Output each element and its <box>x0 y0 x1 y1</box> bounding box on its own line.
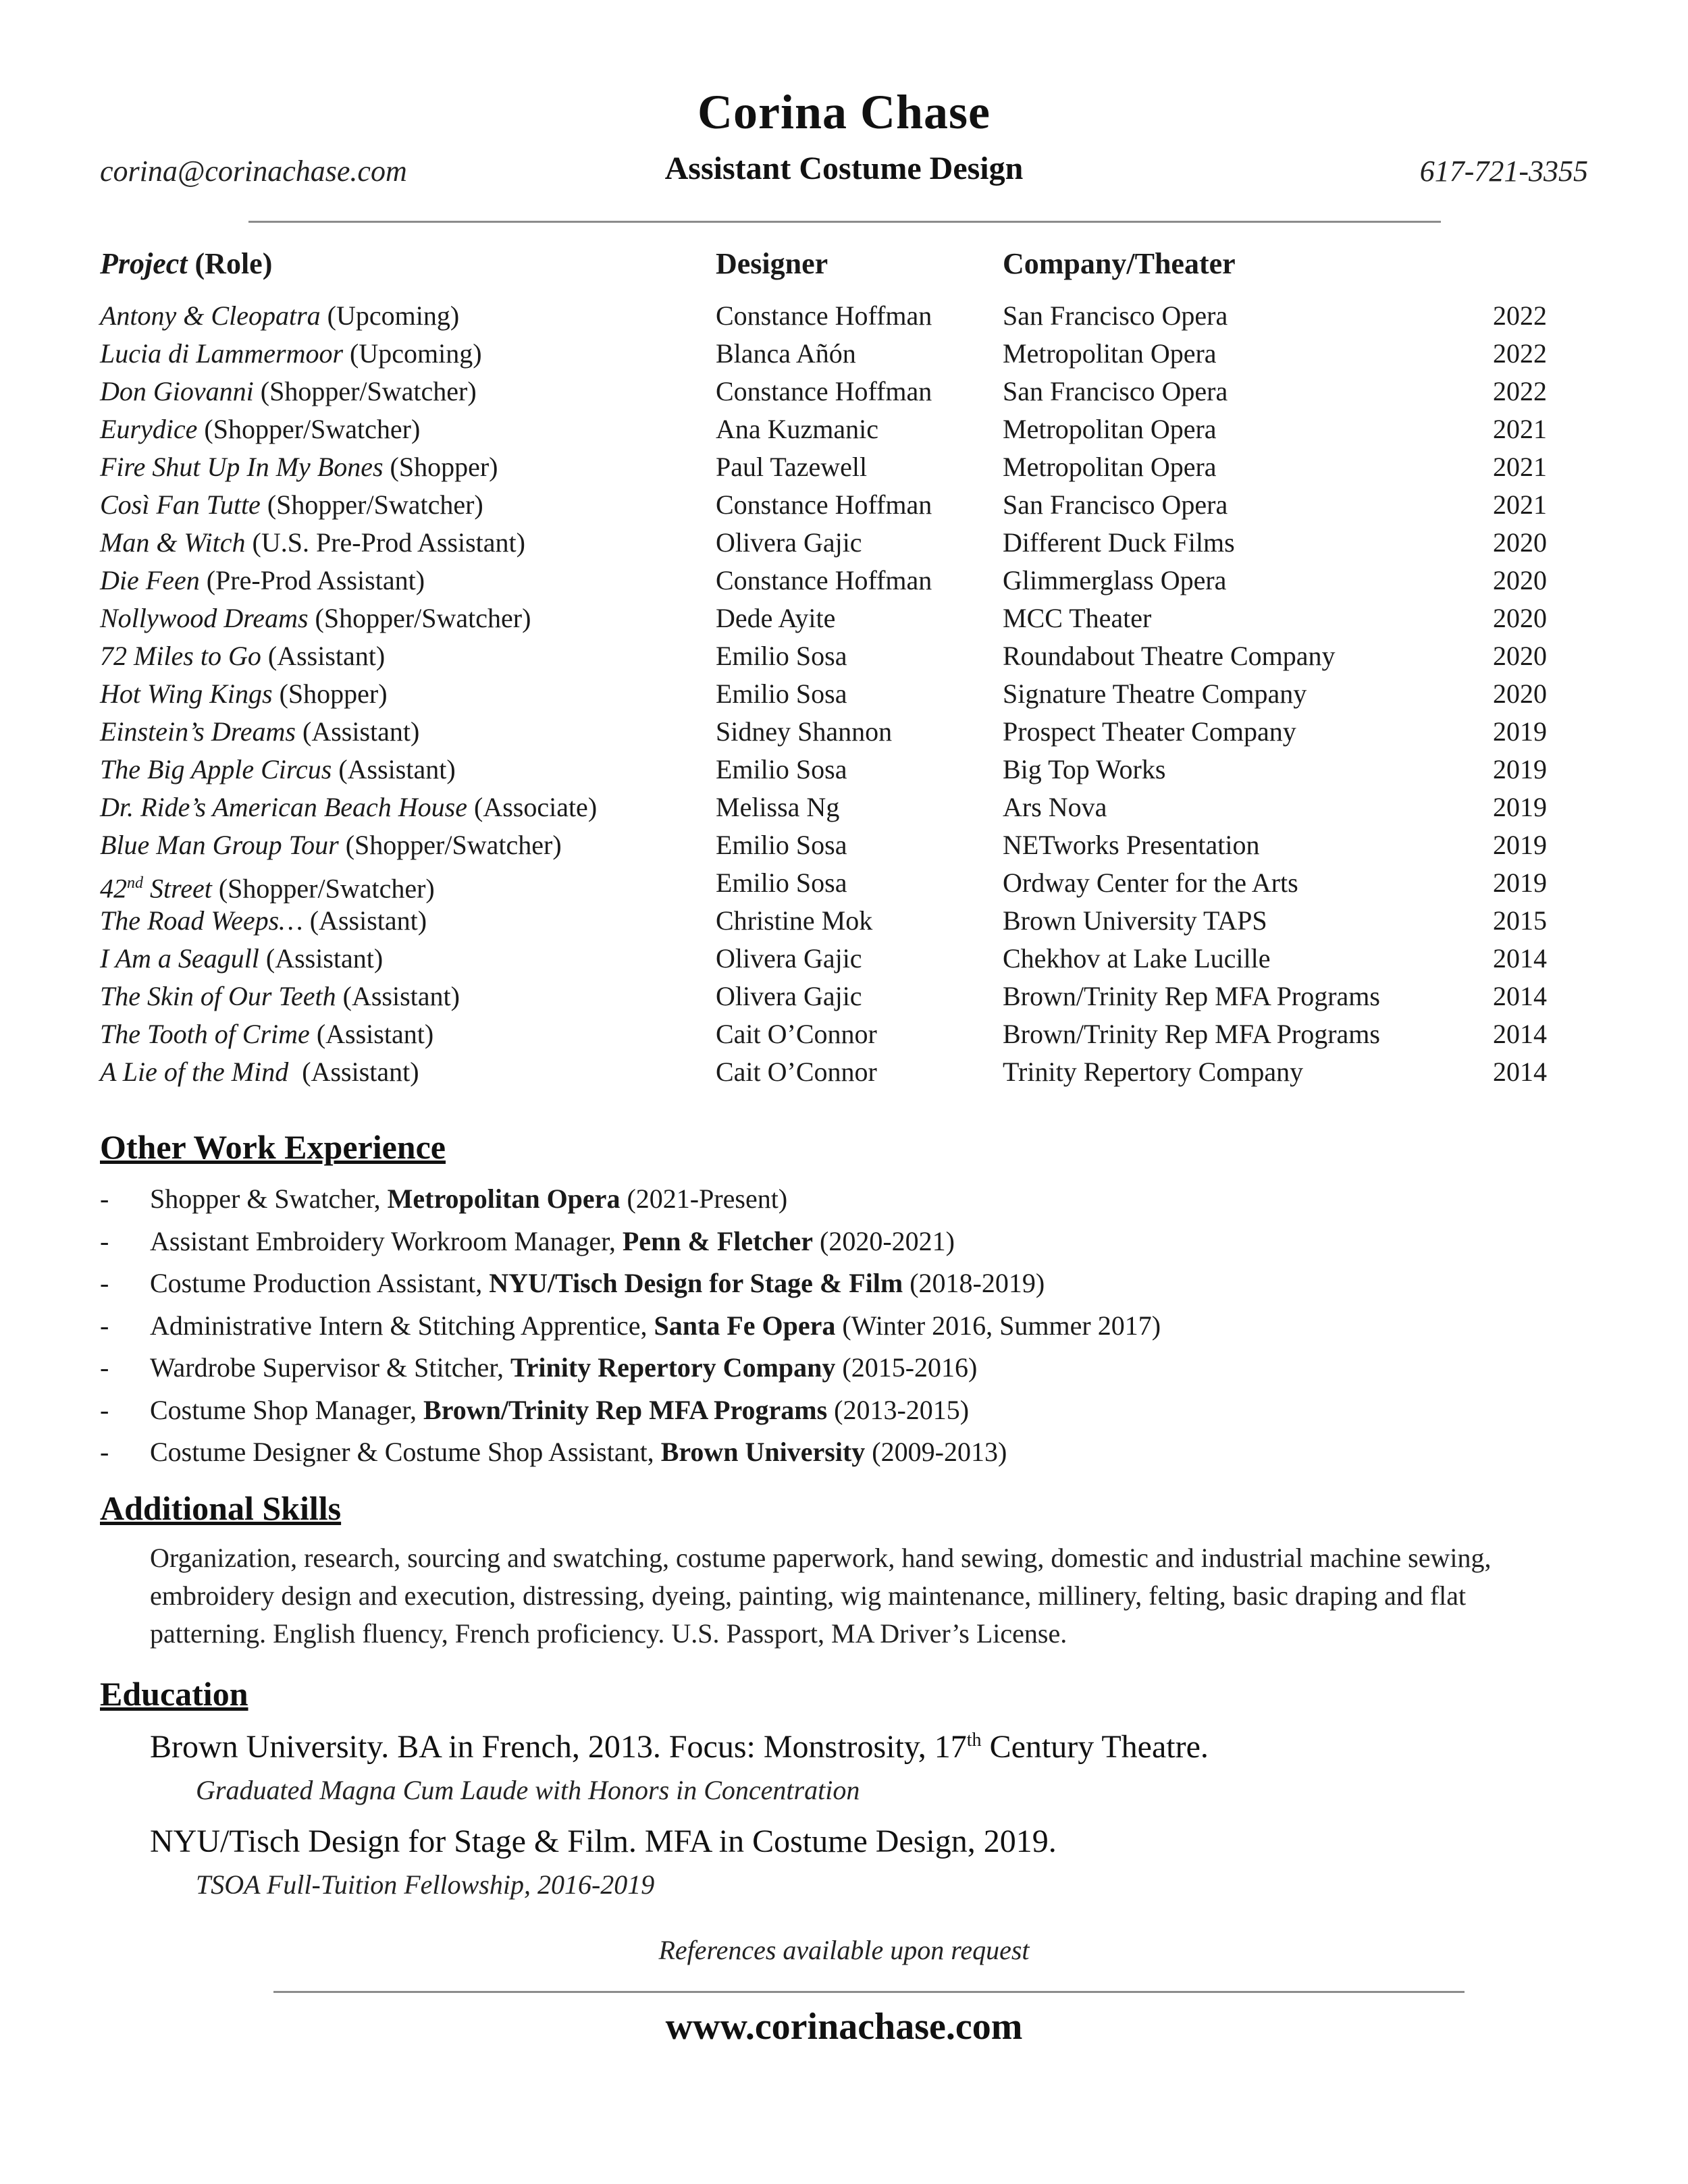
work-organization: Penn & Fletcher <box>622 1225 814 1256</box>
table-row <box>100 940 1585 978</box>
project-cell <box>100 940 383 978</box>
project-title: The Skin of Our Teeth <box>100 981 336 1011</box>
resume-subtitle: Assistant Costume Design <box>664 151 1024 186</box>
designer-cell: Constance Hoffman <box>716 565 932 595</box>
designer-cell: Emilio Sosa <box>716 678 847 709</box>
project-cell <box>100 335 482 373</box>
work-entry <box>150 1389 969 1431</box>
year-cell: 2019 <box>1493 868 1547 898</box>
project-cell <box>100 486 483 524</box>
work-dates: (2013-2015) <box>827 1394 970 1425</box>
project-cell <box>100 410 420 448</box>
year-cell: 2020 <box>1493 565 1547 595</box>
resume-name: Corina Chase <box>697 85 991 139</box>
project-title: The Tooth of Crime <box>100 1019 310 1049</box>
project-role: (Associate) <box>467 792 598 822</box>
project-role: (Shopper/Swatcher) <box>338 830 562 860</box>
year-cell: 2019 <box>1493 830 1547 860</box>
project-role: (Assistant) <box>302 905 427 936</box>
bullet-dash: - <box>100 1394 109 1425</box>
skills-heading: Additional Skills <box>100 1489 342 1527</box>
table-row <box>100 713 1585 751</box>
footer-divider <box>273 1991 1465 1993</box>
year-cell: 2021 <box>1493 414 1547 444</box>
bullet-dash: - <box>100 1225 109 1256</box>
company-cell: Metropolitan Opera <box>1003 338 1217 369</box>
designer-cell: Sidney Shannon <box>716 716 893 747</box>
project-title: Die Feen <box>100 565 200 595</box>
project-cell <box>100 448 498 486</box>
project-role: (Shopper) <box>383 452 498 482</box>
table-row <box>100 675 1585 713</box>
project-title: Don Giovanni <box>100 376 254 406</box>
work-entry <box>150 1347 977 1389</box>
designer-cell: Christine Mok <box>716 905 873 936</box>
project-role: (Assistant) <box>309 1019 434 1049</box>
work-entry <box>150 1431 1007 1473</box>
other-work-heading: Other Work Experience <box>100 1128 446 1166</box>
list-item <box>100 1221 1585 1263</box>
company-cell: Brown/Trinity Rep MFA Programs <box>1003 981 1380 1011</box>
designer-cell: Blanca Añón <box>716 338 856 369</box>
table-row <box>100 524 1585 562</box>
project-cell <box>100 751 456 789</box>
work-dates: (2018-2019) <box>903 1268 1045 1298</box>
year-cell: 2021 <box>1493 489 1547 520</box>
table-row <box>100 826 1585 864</box>
company-cell: Brown University TAPS <box>1003 905 1267 936</box>
designer-cell: Emilio Sosa <box>716 641 847 671</box>
table-row <box>100 562 1585 600</box>
table-row <box>100 864 1585 902</box>
header-role: (Role) <box>194 247 273 280</box>
bullet-dash: - <box>100 1352 109 1383</box>
year-cell: 2014 <box>1493 943 1547 974</box>
company-cell: Brown/Trinity Rep MFA Programs <box>1003 1019 1380 1049</box>
project-title: Nollywood Dreams <box>100 603 309 633</box>
project-cell <box>100 373 477 410</box>
project-cell <box>100 1053 419 1091</box>
project-role: (Pre-Prod Assistant) <box>199 565 425 595</box>
year-cell: 2019 <box>1493 792 1547 822</box>
bullet-dash: - <box>100 1310 109 1341</box>
list-item <box>100 1347 1585 1389</box>
project-cell <box>100 637 385 675</box>
project-cell <box>100 1015 433 1053</box>
project-cell <box>100 297 459 335</box>
project-role: (Upcoming) <box>320 300 460 331</box>
work-dates: (Winter 2016, Summer 2017) <box>835 1310 1161 1341</box>
work-role: Shopper & Swatcher, <box>150 1183 388 1214</box>
project-role: (U.S. Pre-Prod Assistant) <box>245 527 525 558</box>
education-brown-honor: Graduated Magna Cum Laude with Honors in Concentration <box>196 1775 860 1805</box>
table-row <box>100 978 1585 1015</box>
project-title-sup: nd <box>127 874 143 892</box>
work-role: Costume Designer & Costume Shop Assistant, <box>150 1437 661 1467</box>
project-role: (Assistant) <box>336 981 460 1011</box>
designer-cell: Dede Ayite <box>716 603 836 633</box>
project-cell <box>100 789 597 826</box>
company-cell: Metropolitan Opera <box>1003 452 1217 482</box>
project-cell <box>100 524 525 562</box>
project-cell <box>100 562 425 600</box>
education-brown-sup: th <box>966 1730 982 1751</box>
project-title: Einstein’s Dreams <box>100 716 296 747</box>
company-cell: Glimmerglass Opera <box>1003 565 1227 595</box>
designer-cell: Cait O’Connor <box>716 1057 877 1087</box>
work-role: Wardrobe Supervisor & Stitcher, <box>150 1352 510 1383</box>
year-cell: 2022 <box>1493 338 1547 369</box>
project-role: (Shopper/Swatcher) <box>197 414 421 444</box>
work-role: Costume Production Assistant, <box>150 1268 490 1298</box>
project-title: I Am a Seagull <box>100 943 259 974</box>
work-role: Assistant Embroidery Workroom Manager, <box>150 1225 623 1256</box>
company-cell: San Francisco Opera <box>1003 300 1228 331</box>
project-role: (Shopper) <box>272 678 388 709</box>
project-title: Hot Wing Kings <box>100 678 273 709</box>
year-cell: 2020 <box>1493 527 1547 558</box>
project-role: (Assistant) <box>259 943 384 974</box>
table-row <box>100 1053 1585 1091</box>
designer-cell: Olivera Gajic <box>716 981 862 1011</box>
company-cell: Chekhov at Lake Lucille <box>1003 943 1271 974</box>
credits-table-header <box>100 246 1585 287</box>
designer-cell: Ana Kuzmanic <box>716 414 879 444</box>
list-item <box>100 1178 1585 1221</box>
education-nyu-honor: TSOA Full-Tuition Fellowship, 2016-2019 <box>196 1869 655 1900</box>
project-cell <box>100 864 435 907</box>
work-dates: (2020-2021) <box>813 1225 955 1256</box>
year-cell: 2020 <box>1493 641 1547 671</box>
credits-table <box>100 297 1585 1091</box>
year-cell: 2014 <box>1493 1019 1547 1049</box>
project-cell <box>100 675 388 713</box>
table-row <box>100 1015 1585 1053</box>
project-title-rest: Street <box>143 873 212 904</box>
work-entry <box>150 1262 1045 1304</box>
project-cell <box>100 600 531 637</box>
table-row <box>100 600 1585 637</box>
company-cell: Roundabout Theatre Company <box>1003 641 1336 671</box>
project-role: (Assistant) <box>296 716 420 747</box>
work-organization: NYU/Tisch Design for Stage & Film <box>489 1268 903 1298</box>
work-dates: (2021-Present) <box>620 1183 788 1214</box>
project-role: (Shopper/Swatcher) <box>253 376 477 406</box>
table-row <box>100 789 1585 826</box>
work-organization: Brown University <box>660 1437 866 1467</box>
project-title: Blue Man Group Tour <box>100 830 339 860</box>
designer-cell: Constance Hoffman <box>716 300 932 331</box>
work-role: Administrative Intern & Stitching Apprentice, <box>150 1310 654 1341</box>
company-cell: Different Duck Films <box>1003 527 1235 558</box>
designer-cell: Constance Hoffman <box>716 489 932 520</box>
year-cell: 2021 <box>1493 452 1547 482</box>
year-cell: 2020 <box>1493 678 1547 709</box>
company-cell: Trinity Repertory Company <box>1003 1057 1304 1087</box>
designer-cell: Melissa Ng <box>716 792 840 822</box>
project-title: Man & Witch <box>100 527 246 558</box>
company-cell: MCC Theater <box>1003 603 1152 633</box>
designer-cell: Cait O’Connor <box>716 1019 877 1049</box>
table-row <box>100 637 1585 675</box>
project-role: (Assistant) <box>261 641 386 671</box>
project-role: (Upcoming) <box>343 338 482 369</box>
table-row <box>100 902 1585 940</box>
education-brown-post: Century Theatre. <box>981 1729 1209 1765</box>
company-cell: Ars Nova <box>1003 792 1107 822</box>
year-cell: 2022 <box>1493 376 1547 406</box>
work-entry <box>150 1305 1161 1347</box>
work-organization: Trinity Repertory Company <box>510 1352 836 1383</box>
table-row <box>100 486 1585 524</box>
company-cell: San Francisco Opera <box>1003 489 1228 520</box>
designer-cell: Emilio Sosa <box>716 754 847 784</box>
table-row <box>100 448 1585 486</box>
year-cell: 2014 <box>1493 981 1547 1011</box>
company-cell: Ordway Center for the Arts <box>1003 868 1298 898</box>
project-cell <box>100 978 460 1015</box>
project-title: The Big Apple Circus <box>100 754 332 784</box>
work-organization: Metropolitan Opera <box>387 1183 621 1214</box>
company-cell: San Francisco Opera <box>1003 376 1228 406</box>
project-title: Dr. Ride’s American Beach House <box>100 792 467 822</box>
designer-cell: Olivera Gajic <box>716 527 862 558</box>
contact-email[interactable]: corina@corinachase.com <box>100 155 407 188</box>
project-title: Lucia di Lammermoor <box>100 338 344 369</box>
company-cell: NETworks Presentation <box>1003 830 1260 860</box>
project-cell <box>100 902 427 940</box>
year-cell: 2019 <box>1493 754 1547 784</box>
table-row <box>100 335 1585 373</box>
company-cell: Prospect Theater Company <box>1003 716 1296 747</box>
project-cell <box>100 826 562 864</box>
other-work-list <box>100 1178 1585 1474</box>
company-cell: Signature Theatre Company <box>1003 678 1307 709</box>
header-project-role <box>100 246 272 281</box>
project-title: 42 <box>100 873 127 904</box>
list-item <box>100 1305 1585 1348</box>
list-item <box>100 1262 1585 1305</box>
project-title: Così Fan Tutte <box>100 489 261 520</box>
work-organization: Santa Fe Opera <box>654 1310 836 1341</box>
header-company: Company/Theater <box>1003 247 1236 280</box>
project-title: Fire Shut Up In My Bones <box>100 452 384 482</box>
designer-cell: Paul Tazewell <box>716 452 868 482</box>
header-project: Project <box>100 247 188 280</box>
bullet-dash: - <box>100 1268 109 1298</box>
designer-cell: Constance Hoffman <box>716 376 932 406</box>
project-title: 72 Miles to Go <box>100 641 261 671</box>
project-title: A Lie of the Mind <box>100 1057 289 1087</box>
company-cell: Big Top Works <box>1003 754 1166 784</box>
year-cell: 2015 <box>1493 905 1547 936</box>
table-row <box>100 297 1585 335</box>
bullet-dash: - <box>100 1437 109 1467</box>
work-role: Costume Shop Manager, <box>150 1394 424 1425</box>
bullet-dash: - <box>100 1183 109 1214</box>
education-brown <box>150 1728 1209 1765</box>
list-item <box>100 1431 1585 1474</box>
work-entry <box>150 1178 787 1220</box>
project-role: (Assistant) <box>332 754 456 784</box>
company-cell: Metropolitan Opera <box>1003 414 1217 444</box>
project-cell <box>100 713 419 751</box>
table-row <box>100 751 1585 789</box>
year-cell: 2020 <box>1493 603 1547 633</box>
project-title: The Road Weeps… <box>100 905 303 936</box>
work-dates: (2009-2013) <box>865 1437 1007 1467</box>
website-link[interactable]: www.corinachase.com <box>665 2006 1023 2048</box>
year-cell: 2014 <box>1493 1057 1547 1087</box>
work-organization: Brown/Trinity Rep MFA Programs <box>423 1394 828 1425</box>
list-item <box>100 1389 1585 1432</box>
header-divider <box>248 221 1441 223</box>
education-nyu: NYU/Tisch Design for Stage & Film. MFA in Costume Design, 2019. <box>150 1823 1057 1859</box>
project-role: (Shopper/Swatcher) <box>211 873 435 904</box>
project-title: Eurydice <box>100 414 198 444</box>
table-row <box>100 373 1585 410</box>
education-heading: Education <box>100 1675 248 1713</box>
project-role: (Assistant) <box>288 1057 419 1087</box>
contact-phone: 617-721-3355 <box>1419 155 1588 188</box>
header-designer: Designer <box>716 247 828 280</box>
table-row <box>100 410 1585 448</box>
references-note: References available upon request <box>658 1935 1030 1965</box>
year-cell: 2019 <box>1493 716 1547 747</box>
skills-text: Organization, research, sourcing and swatching, costume paperwork, hand sewing, domestic and industrial machine sewing, embroidery design and execution, distressing, dyeing, painting, wig maintenance, millinery, felting, basic draping and flat patterning. English fluency, French proficiency. U.S. Passport, MA Driver’s License. <box>150 1543 1492 1649</box>
work-entry <box>150 1221 955 1262</box>
work-dates: (2015-2016) <box>835 1352 978 1383</box>
project-title: Antony & Cleopatra <box>100 300 321 331</box>
year-cell: 2022 <box>1493 300 1547 331</box>
project-role: (Shopper/Swatcher) <box>308 603 531 633</box>
project-role: (Shopper/Swatcher) <box>260 489 483 520</box>
education-brown-pre: Brown University. BA in French, 2013. Focus: Monstrosity, 17 <box>150 1729 967 1765</box>
designer-cell: Emilio Sosa <box>716 868 847 898</box>
designer-cell: Emilio Sosa <box>716 830 847 860</box>
designer-cell: Olivera Gajic <box>716 943 862 974</box>
